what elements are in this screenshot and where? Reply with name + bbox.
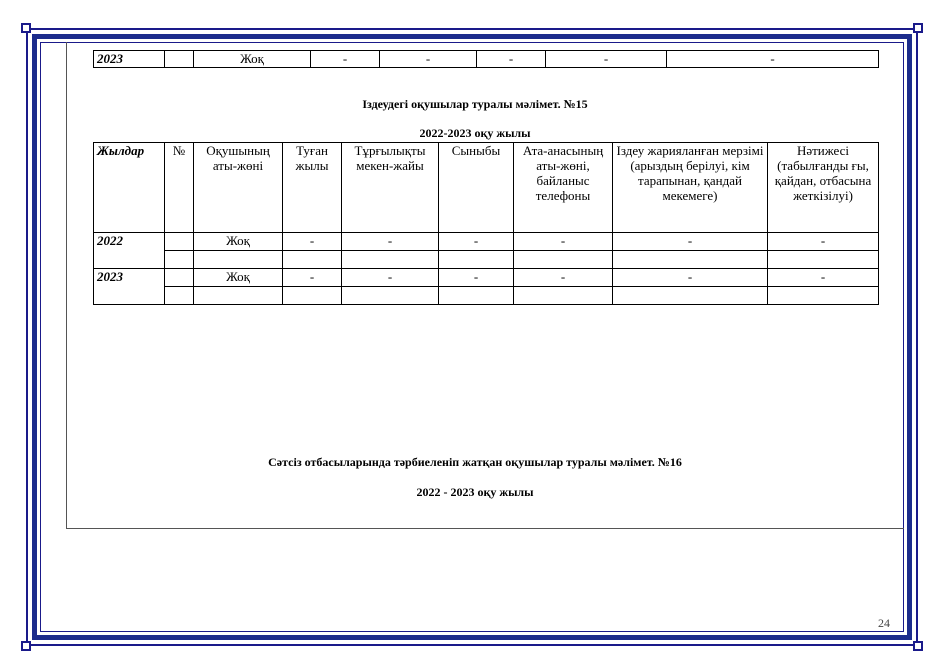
result-cell: - bbox=[768, 233, 879, 251]
table-row-empty bbox=[94, 251, 879, 269]
missing-students-table bbox=[93, 142, 879, 305]
border-corner-ornament bbox=[913, 641, 923, 651]
empty-cell bbox=[342, 287, 439, 305]
table-row bbox=[94, 233, 879, 251]
year-cell: 2023 bbox=[94, 51, 165, 68]
content-bottom-line bbox=[66, 528, 904, 529]
value-cell: - bbox=[311, 51, 380, 68]
class-cell: - bbox=[439, 269, 514, 287]
previous-table-last-row bbox=[93, 50, 879, 68]
empty-cell bbox=[613, 251, 768, 269]
border-corner-ornament bbox=[21, 23, 31, 33]
search-cell: - bbox=[613, 233, 768, 251]
address-cell: - bbox=[342, 233, 439, 251]
empty-cell bbox=[768, 287, 879, 305]
name-cell: Жоқ bbox=[194, 269, 283, 287]
parents-cell: - bbox=[514, 269, 613, 287]
header-student-name: Оқушының аты-жөні bbox=[194, 143, 283, 233]
header-result: Нәтижесі (табылғанды ғы, қайдан, отбасына жеткізілуі) bbox=[768, 143, 879, 233]
value-cell: - bbox=[380, 51, 477, 68]
section-15-title: Іздеудегі оқушылар туралы мәлімет. №15 bbox=[362, 97, 588, 111]
header-number: № bbox=[165, 143, 194, 233]
section-16-subtitle: 2022 - 2023 оқу жылы bbox=[416, 485, 534, 499]
empty-cell bbox=[514, 251, 613, 269]
name-cell: Жоқ bbox=[194, 51, 311, 68]
parents-cell: - bbox=[514, 233, 613, 251]
empty-cell bbox=[283, 251, 342, 269]
header-parents: Ата-анасының аты-жөні, байланыс телефоны bbox=[514, 143, 613, 233]
value-cell: - bbox=[546, 51, 667, 68]
border-corner-ornament bbox=[913, 23, 923, 33]
birth-cell: - bbox=[283, 269, 342, 287]
name-cell: Жоқ bbox=[194, 233, 283, 251]
header-address: Тұрғылықты мекен-жайы bbox=[342, 143, 439, 233]
birth-cell: - bbox=[283, 233, 342, 251]
empty-cell bbox=[342, 251, 439, 269]
empty-cell bbox=[439, 251, 514, 269]
class-cell: - bbox=[439, 233, 514, 251]
empty-cell bbox=[514, 287, 613, 305]
empty-cell bbox=[613, 287, 768, 305]
header-birth-year: Туған жылы bbox=[283, 143, 342, 233]
result-cell: - bbox=[768, 269, 879, 287]
header-search-date: Іздеу жарияланған мерзімі (арыздың берілуі, кім тарапынан, қандай мекемеге) bbox=[613, 143, 768, 233]
empty-cell bbox=[283, 287, 342, 305]
header-years: Жылдар bbox=[94, 143, 165, 233]
number-cell bbox=[165, 233, 194, 251]
search-cell: - bbox=[613, 269, 768, 287]
section-16-title: Сәтсіз отбасыларында тәрбиеленіп жатқан оқушылар туралы мәлімет. №16 bbox=[268, 455, 682, 469]
number-cell bbox=[165, 51, 194, 68]
empty-cell bbox=[165, 287, 194, 305]
empty-cell bbox=[194, 251, 283, 269]
table-header-row bbox=[94, 143, 879, 233]
table-row bbox=[94, 269, 879, 287]
table-row bbox=[94, 51, 879, 68]
header-class: Сыныбы bbox=[439, 143, 514, 233]
empty-cell bbox=[439, 287, 514, 305]
empty-cell bbox=[194, 287, 283, 305]
year-cell: 2023 bbox=[94, 269, 165, 305]
empty-cell bbox=[768, 251, 879, 269]
page-number: 24 bbox=[878, 616, 890, 630]
value-cell: - bbox=[477, 51, 546, 68]
year-cell: 2022 bbox=[94, 233, 165, 269]
address-cell: - bbox=[342, 269, 439, 287]
border-corner-ornament bbox=[21, 641, 31, 651]
empty-cell bbox=[165, 251, 194, 269]
value-cell: - bbox=[667, 51, 879, 68]
section-15-subtitle: 2022-2023 оқу жылы bbox=[419, 126, 531, 140]
number-cell bbox=[165, 269, 194, 287]
table-row-empty bbox=[94, 287, 879, 305]
